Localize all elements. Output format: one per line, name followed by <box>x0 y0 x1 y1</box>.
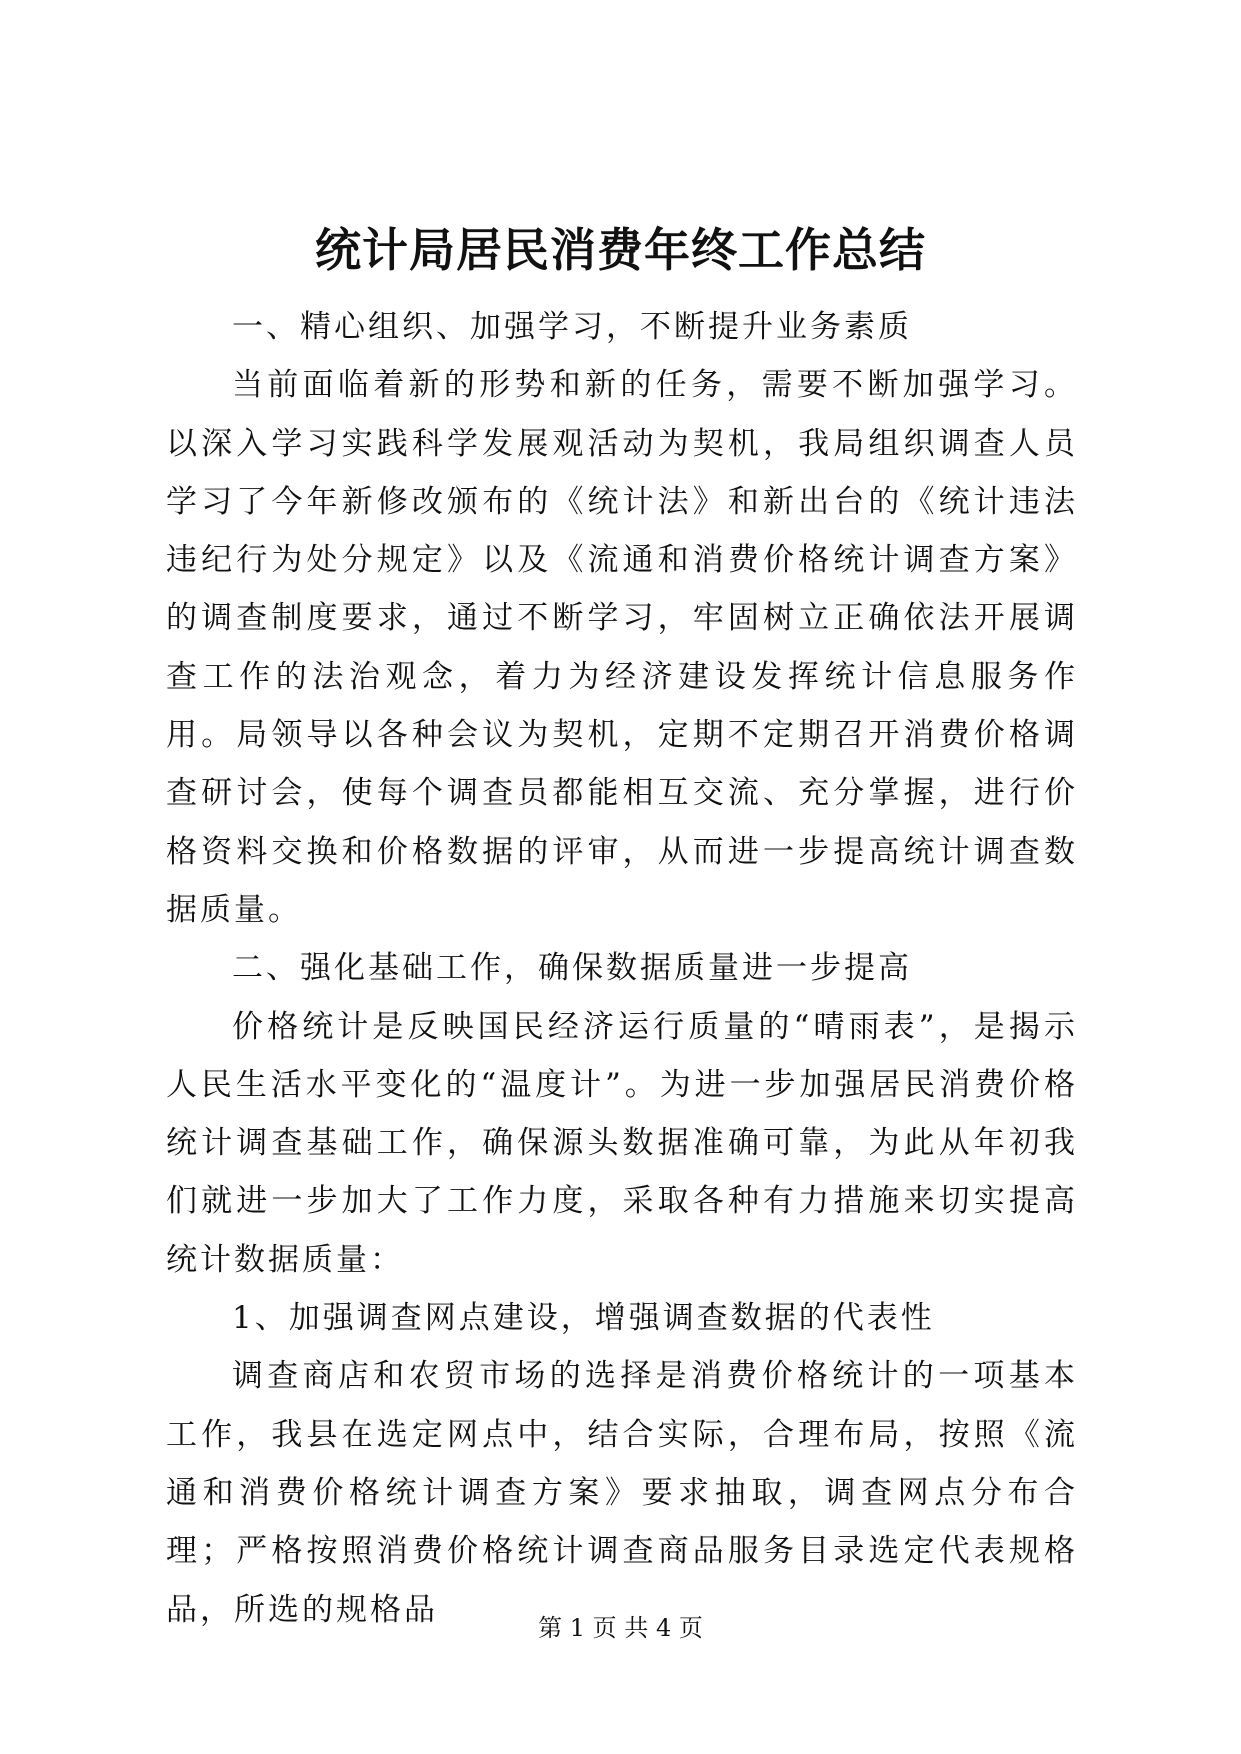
document-body <box>166 298 1078 1639</box>
section-heading-1: 一、精心组织、加强学习，不断提升业务素质 <box>232 309 912 345</box>
paragraph-1: 当前面临着新的形势和新的任务，需要不断加强学习。以深入学习实践科学发展观活动为契机，我局组织调查人员学习了今年新修改颁布的《统计法》和新出台的《统计违法违纪行为处分规定》以及《流通和消费价格统计调查方案》的调查制度要求，通过不断学习，牢固树立正确依法开展调查工作的法治观念，着力为经济建设发挥统计信息服务作用。局领导以各种会议为契机，定期不定期召开消费价格调查研讨会，使每个调查员都能相互交流、充分掌握，进行价格资料交换和价格数据的评审，从而进一步提高统计调查数据质量。 <box>166 367 1078 928</box>
paragraph-2: 价格统计是反映国民经济运行质量的“晴雨表”，是揭示人民生活水平变化的“温度计”。为进一步加强居民消费价格统计调查基础工作，确保源头数据准确可靠，为此从年初我们就进一步加大了工作力度，采取各种有力措施来切实提高统计数据质量： <box>166 1008 1078 1278</box>
page-footer: 第 1 页 共 4 页 <box>538 1614 703 1642</box>
section-heading-2: 二、强化基础工作，确保数据质量进一步提高 <box>232 950 912 987</box>
paragraph-3: 调查商店和农贸市场的选择是消费价格统计的一项基本工作，我县在选定网点中，结合实际，合理布局，按照《流通和消费价格统计调查方案》要求抽取，调查网点分布合理；严格按照消费价格统计调查商品服务目录选定代表规格品，所选的规格品 <box>166 1358 1078 1628</box>
document-title: 统计局居民消费年终工作总结 <box>315 223 926 277</box>
subsection-heading-1: 1、加强调查网点建设，增强调查数据的代表性 <box>232 1300 935 1337</box>
